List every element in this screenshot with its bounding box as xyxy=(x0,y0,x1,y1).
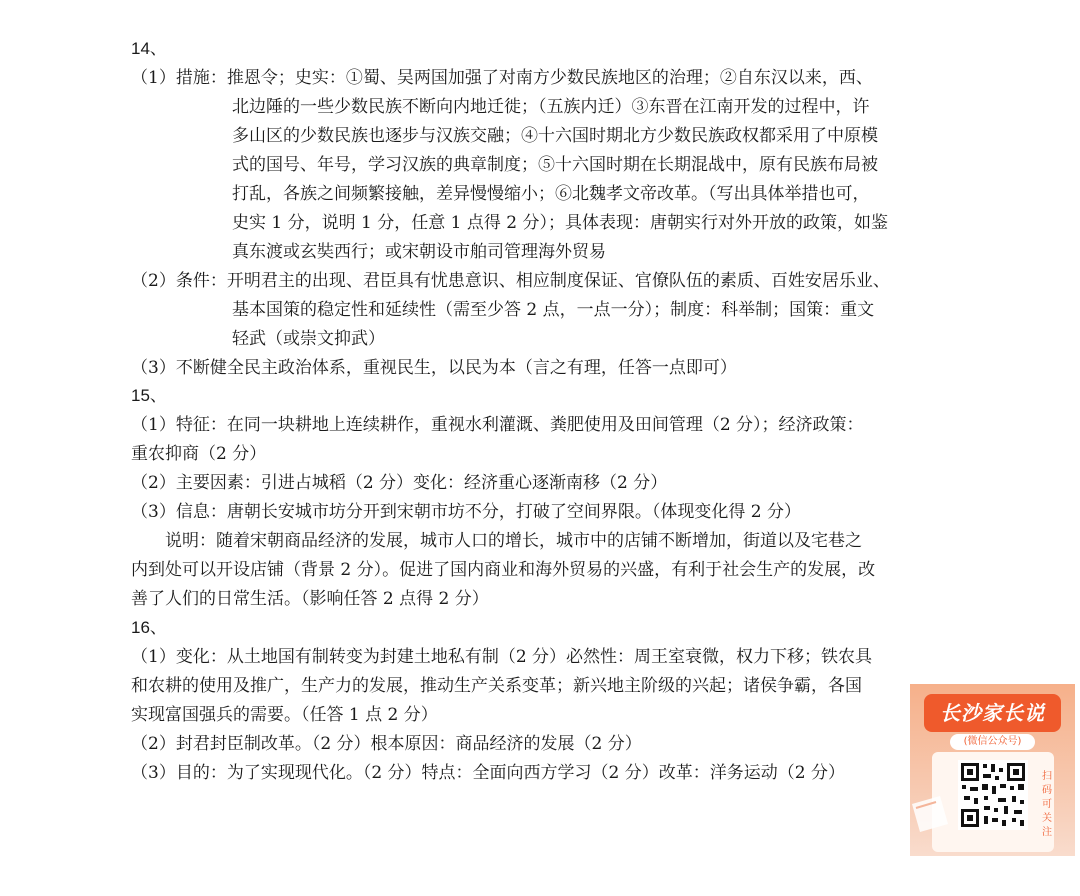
q15-line-6: 内到处可以开设店铺（背景 2 分）。促进了国内商业和海外贸易的兴盛，有利于社会生产的发展，改 xyxy=(131,560,876,580)
q14-line-8: （2）条件：开明君主的出现、君臣具有忧患意识、相应制度保证、官僚队伍的素质、百姓安居乐业、 xyxy=(131,271,890,291)
q14-line-4: 式的国号、年号，学习汉族的典章制度；⑤十六国时期在长期混战中，原有民族布局被 xyxy=(232,155,878,175)
q14-line-10: 轻武（或崇文抑武） xyxy=(232,329,385,349)
q16-line-4: （2）封君封臣制改革。（2 分）根本原因：商品经济的发展（2 分） xyxy=(131,734,642,754)
q14-line-9: 基本国策的稳定性和延续性（需至少答 2 点，一点一分）；制度：科举制；国策：重文 xyxy=(232,300,875,320)
q16-line-1: （1）变化：从土地国有制转变为封建土地私有制（2 分）必然性：周王室衰微，权力下移；铁农具 xyxy=(131,647,873,667)
q15-line-4: （3）信息：唐朝长安城市坊分开到宋朝市坊不分，打破了空间界限。（体现变化得 2 分） xyxy=(131,502,801,522)
q16-line-3: 实现富国强兵的需要。（任答 1 点 2 分） xyxy=(131,705,438,725)
badge-side-text: 扫码可关注 xyxy=(1042,771,1052,838)
q14-line-2: 北边陲的一些少数民族不断向内地迁徙；（五族内迁）③东晋在江南开发的过程中，许 xyxy=(232,97,870,117)
q14-line-5: 打乱，各族之间频繁接触，差异慢慢缩小；⑥北魏孝文帝改革。（写出具体举措也可， xyxy=(232,184,870,204)
q16-line-2: 和农耕的使用及推广，生产力的发展，推动生产关系变革；新兴地主阶级的兴起；诸侯争霸，各国 xyxy=(131,676,862,696)
q14-line-7: 真东渡或玄奘西行；或宋朝设市舶司管理海外贸易 xyxy=(232,242,606,262)
question-14-number: 14、 xyxy=(131,39,167,58)
q15-line-7: 善了人们的日常生活。（影响任答 2 点得 2 分） xyxy=(131,589,489,609)
question-15-number: 15、 xyxy=(131,386,167,405)
q15-line-2: 重农抑商（2 分） xyxy=(131,444,267,464)
q14-line-1: （1）措施：推恩令；史实：①蜀、吴两国加强了对南方少数民族地区的治理；②自东汉以来，西、 xyxy=(131,68,873,88)
q14-line-6: 史实 1 分，说明 1 分，任意 1 点得 2 分）；具体表现：唐朝实行对外开放的政策，如鉴 xyxy=(232,213,888,233)
badge-subtitle: (微信公众号) xyxy=(950,734,1035,750)
q15-line-5: 说明：随着宋朝商品经济的发展，城市人口的增长，城市中的店铺不断增加，街道以及宅巷之 xyxy=(165,531,862,551)
question-16-number: 16、 xyxy=(131,618,167,637)
q15-line-3: （2）主要因素：引进占城稻（2 分）变化：经济重心逐渐南移（2 分） xyxy=(131,473,668,493)
q14-line-3: 多山区的少数民族也逐步与汉族交融；④十六国时期北方少数民族政权都采用了中原模 xyxy=(232,126,878,146)
wechat-promo-badge[interactable] xyxy=(910,684,1075,856)
paper-decoration-icon xyxy=(910,794,950,834)
q14-line-11: （3）不断健全民主政治体系，重视民生，以民为本（言之有理，任答一点即可） xyxy=(131,358,737,378)
q15-line-1: （1）特征：在同一块耕地上连续耕作，重视水利灌溉、粪肥使用及田间管理（2 分）；经济政策： xyxy=(131,415,864,435)
badge-title: 长沙家长说 xyxy=(924,694,1061,732)
q16-line-5: （3）目的：为了实现现代化。（2 分）特点：全面向西方学习（2 分）改革：洋务运动（2 分） xyxy=(131,763,845,783)
qr-code-icon[interactable] xyxy=(958,760,1028,830)
